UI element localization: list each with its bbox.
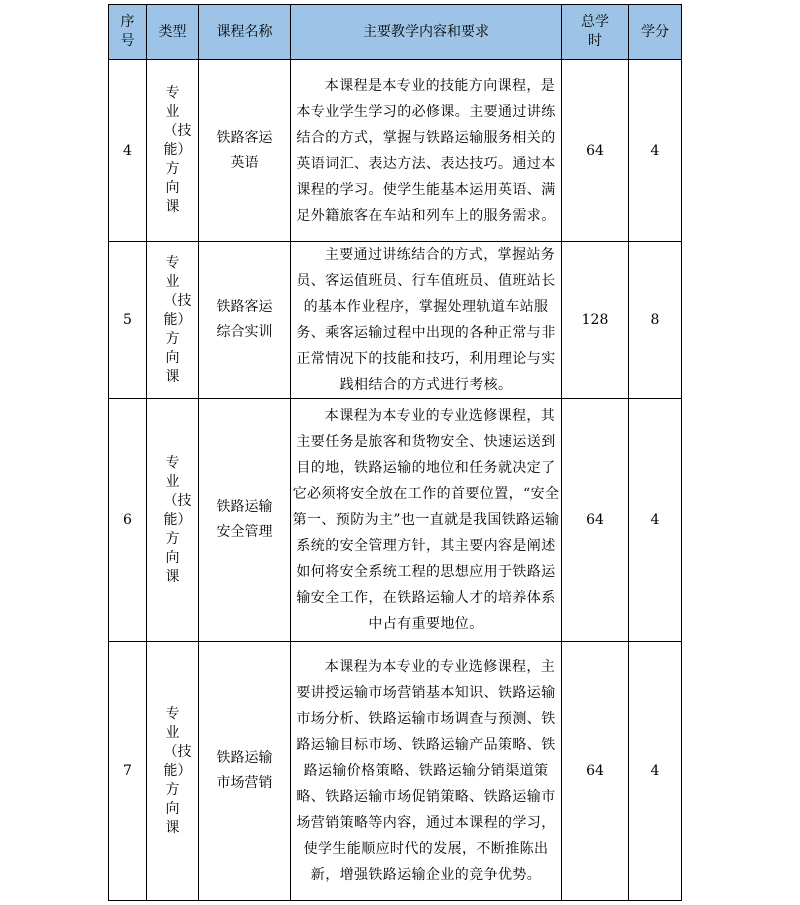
row-course-name: 铁路客运 综合实训 [199, 242, 291, 399]
row-seq: 5 [109, 242, 147, 399]
table-row [109, 242, 682, 399]
header-hours: 总学时 [562, 5, 629, 60]
row-seq: 7 [109, 642, 147, 901]
row-content: 本课程是本专业的技能方向课程，是本专业学生学习的必修课。主要通过讲练结合的方式，掌握与铁路运输服务相关的英语词汇、表达方法、表达技巧。通过本课程的学习。使学生能基本运用英语、满足外籍旅客在车站和列车上的服务需求。 [291, 60, 562, 242]
row-credit: 4 [629, 399, 682, 642]
row-course-name: 铁路运输 市场营销 [199, 642, 291, 901]
row-hours: 64 [562, 60, 629, 242]
row-hours: 64 [562, 642, 629, 901]
table-row [109, 642, 682, 901]
table-row [109, 60, 682, 242]
table-row [109, 399, 682, 642]
row-credit: 8 [629, 242, 682, 399]
row-credit: 4 [629, 642, 682, 901]
header-content: 主要教学内容和要求 [291, 5, 562, 60]
header-credit: 学分 [629, 5, 682, 60]
header-name: 课程名称 [199, 5, 291, 60]
header-type: 类型 [147, 5, 199, 60]
row-hours: 128 [562, 242, 629, 399]
row-type: 专业（技能）方向课 [147, 60, 199, 242]
row-type: 专业（技能）方向课 [147, 399, 199, 642]
row-seq: 6 [109, 399, 147, 642]
row-content: 本课程为本专业的专业选修课程，其主要任务是旅客和货物安全、快速运送到目的地，铁路运输的地位和任务就决定了它必须将安全放在工作的首要位置，“安全第一、预防为主”也一直就是我国铁路运输系统的安全管理方针，其主要内容是阐述如何将安全系统工程的思想应用于铁路运输安全工作，在铁路运输人才的培养体系中占有重要地位。 [291, 399, 562, 642]
row-course-name: 铁路客运 英语 [199, 60, 291, 242]
table-header [109, 5, 682, 60]
header-seq: 序号 [109, 5, 147, 60]
row-content: 本课程为本专业的专业选修课程，主要讲授运输市场营销基本知识、铁路运输市场分析、铁路运输市场调查与预测、铁路运输目标市场、铁路运输产品策略、铁路运输价格策略、铁路运输分销渠道策略、铁路运输市场促销策略、铁路运输市场营销策略等内容，通过本课程的学习，使学生能顺应时代的发展，不断推陈出新，增强铁路运输企业的竞争优势。 [291, 642, 562, 901]
row-type: 专业（技能）方向课 [147, 242, 199, 399]
row-seq: 4 [109, 60, 147, 242]
course-table [108, 4, 682, 901]
row-course-name: 铁路运输 安全管理 [199, 399, 291, 642]
row-credit: 4 [629, 60, 682, 242]
row-type: 专业（技能）方向课 [147, 642, 199, 901]
row-hours: 64 [562, 399, 629, 642]
row-content: 主要通过讲练结合的方式，掌握站务员、客运值班员、行车值班员、值班站长的基本作业程序，掌握处理轨道车站服务、乘客运输过程中出现的各种正常与非正常情况下的技能和技巧，利用理论与实践相结合的方式进行考核。 [291, 242, 562, 399]
